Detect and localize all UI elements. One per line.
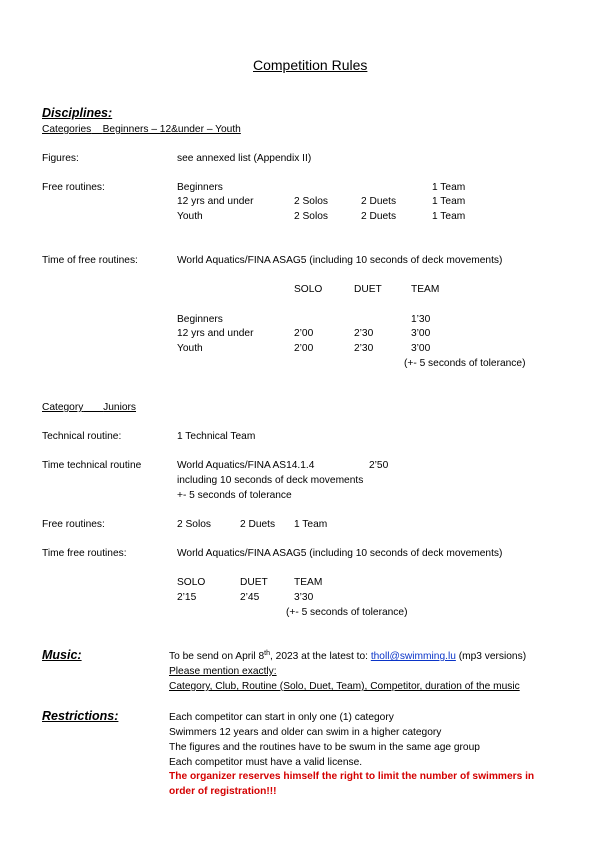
free-row-team: 1 Team [432, 196, 466, 207]
juniors-value-team: 3’30 [294, 592, 314, 603]
figures-label: Figures: [42, 153, 79, 164]
category-label: Category [42, 402, 84, 413]
categories-label: Categories [42, 124, 92, 135]
tolerance-note: (+- 5 seconds of tolerance) [404, 358, 526, 369]
music-line3: Category, Club, Routine (Solo, Duet, Team), Competitor, duration of the music [169, 681, 520, 692]
category-value: Juniors [103, 402, 137, 413]
time-row-duet: 2’30 [354, 343, 374, 354]
header-team: TEAM [411, 284, 440, 295]
music-line1-pre: To be send on April 8 [169, 651, 265, 662]
time-row-name: Youth [177, 343, 203, 354]
free-row-duets: 2 Duets [361, 211, 397, 222]
free-routines-label: Free routines: [42, 182, 105, 193]
restriction-line: Each competitor must have a valid license. [169, 757, 363, 768]
free-row-name: 12 yrs and under [177, 196, 254, 207]
categories-line [42, 124, 241, 136]
header-solo: SOLO [294, 284, 323, 295]
juniors-value-duet: 2’45 [240, 592, 260, 603]
time-technical-value: 2’50 [369, 460, 389, 471]
free-row-solos: 2 Solos [294, 211, 328, 222]
restriction-warning-line1: The organizer reserves himself the right to limit the number of swimmers in [169, 771, 535, 782]
music-line1 [169, 651, 526, 663]
juniors-header-duet: DUET [240, 577, 268, 588]
juniors-free-solos: 2 Solos [177, 519, 211, 530]
time-row-team: 1’30 [411, 314, 431, 325]
time-row-duet: 2’30 [354, 328, 374, 339]
music-line1-mid: , 2023 at the latest to: [270, 651, 371, 662]
juniors-header-solo: SOLO [177, 577, 206, 588]
juniors-free-team: 1 Team [294, 519, 328, 530]
free-row-duets: 2 Duets [361, 196, 397, 207]
free-row-name: Beginners [177, 182, 223, 193]
time-free-rule: World Aquatics/FINA ASAG5 (including 10 seconds of deck movements) [177, 255, 503, 266]
time-technical-line2: including 10 seconds of deck movements [177, 475, 364, 486]
free-row-name: Youth [177, 211, 203, 222]
music-line1-post: (mp3 versions) [455, 651, 527, 662]
music-line2: Please mention exactly: [169, 666, 277, 677]
header-duet: DUET [354, 284, 382, 295]
time-row-name: Beginners [177, 314, 223, 325]
music-email-link[interactable]: tholl@swimming.lu [370, 651, 456, 662]
juniors-header-team: TEAM [294, 577, 323, 588]
juniors-time-free-label: Time free routines: [42, 548, 127, 559]
time-technical-line3: +- 5 seconds of tolerance [177, 490, 292, 501]
juniors-free-duets: 2 Duets [240, 519, 276, 530]
restriction-line: The figures and the routines have to be swum in the same age group [169, 742, 480, 753]
time-technical-label: Time technical routine [42, 460, 142, 471]
technical-routine-value: 1 Technical Team [177, 431, 256, 442]
music-line1-sup: th [264, 650, 270, 657]
page-title: Competition Rules [253, 57, 368, 73]
technical-routine-label: Technical routine: [42, 431, 122, 442]
time-row-name: 12 yrs and under [177, 328, 254, 339]
free-row-solos: 2 Solos [294, 196, 328, 207]
time-row-team: 3’00 [411, 343, 431, 354]
time-row-solo: 2’00 [294, 328, 314, 339]
juniors-tolerance-note: (+- 5 seconds of tolerance) [286, 607, 408, 618]
time-row-solo: 2’00 [294, 343, 314, 354]
free-row-team: 1 Team [432, 211, 466, 222]
time-free-label: Time of free routines: [42, 255, 138, 266]
juniors-value-solo: 2’15 [177, 592, 197, 603]
juniors-category-line [42, 402, 136, 414]
disciplines-heading: Disciplines: [42, 106, 113, 120]
time-technical-rule: World Aquatics/FINA AS14.1.4 [177, 460, 315, 471]
music-heading: Music: [42, 648, 82, 662]
restriction-warning-line2: order of registration!!! [169, 786, 277, 797]
time-row-team: 3’00 [411, 328, 431, 339]
restriction-line: Swimmers 12 years and older can swim in a higher category [169, 727, 442, 738]
free-row-team: 1 Team [432, 182, 466, 193]
restrictions-heading: Restrictions: [42, 709, 119, 723]
juniors-free-label: Free routines: [42, 519, 105, 530]
figures-value: see annexed list (Appendix II) [177, 153, 312, 164]
restriction-line: Each competitor can start in only one (1) category [169, 712, 394, 723]
juniors-time-free-rule: World Aquatics/FINA ASAG5 (including 10 seconds of deck movements) [177, 548, 503, 559]
categories-value: Beginners – 12&under – Youth [102, 124, 241, 135]
